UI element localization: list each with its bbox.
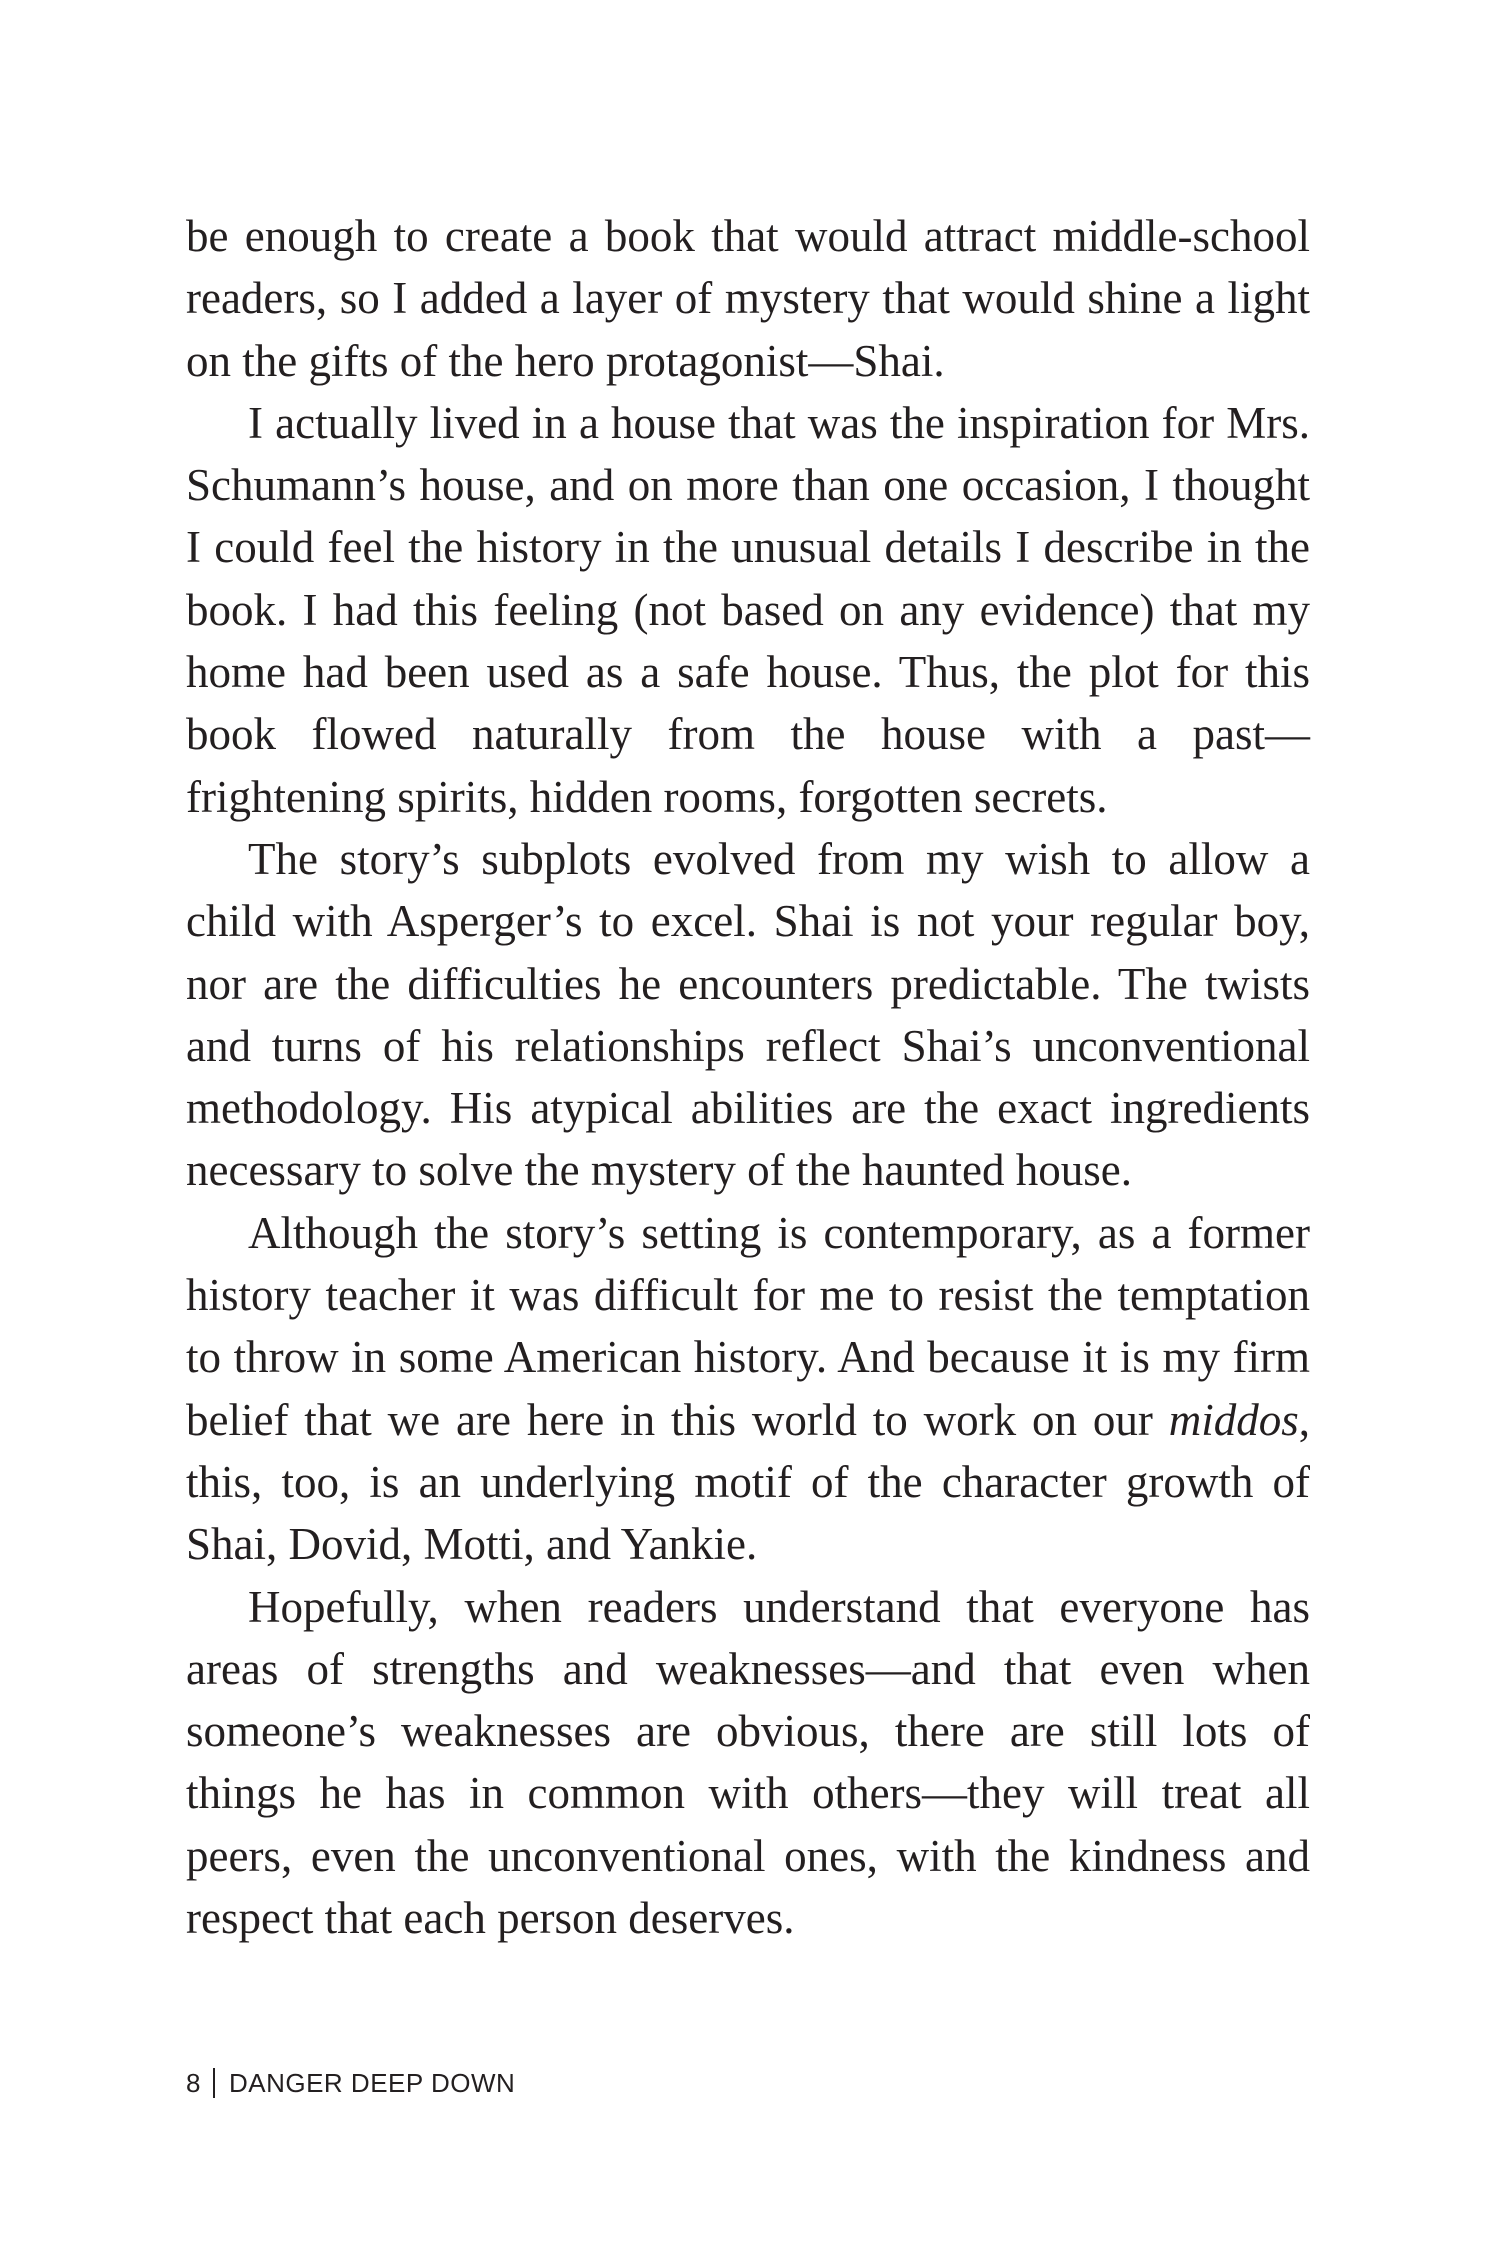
paragraph-text: Although the story’s setting is contemporary, as a former history teacher it was difficult for me to resist the temptation to throw in some American history. And because it is my firm belief that we are here in this world to work on our [186, 1207, 1310, 1445]
paragraph-text: The story’s subplots evolved from my wish to allow a child with Asperger’s to excel. Shai is not your regular boy, nor are the difficulties he encounters predictable. The twists and turns of his relationships reflect Shai’s unconventional methodology. His atypical abilities are the exact ingredients necessary to solve the mystery of the haunted house. [186, 833, 1310, 1196]
paragraph [186, 828, 1310, 1202]
paragraph [186, 392, 1310, 828]
footer-separator [213, 2068, 215, 2098]
paragraph-text: I actually lived in a house that was the inspiration for Mrs. Schumann’s house, and on more than one occasion, I thought I could feel the history in the unusual details I describe in the book. I had this feeling (not based on any evidence) that my home had been used as a safe house. Thus, the plot for this book flowed naturally from the house with a past—frightening spirits, hidden rooms, forgotten secrets. [186, 397, 1310, 822]
page-footer [186, 2065, 515, 2101]
paragraph [186, 205, 1310, 392]
paragraph [186, 1576, 1310, 1950]
running-title: DANGER DEEP DOWN [228, 2067, 516, 2098]
body-text [186, 205, 1310, 1949]
page-number: 8 [186, 2067, 201, 2098]
paragraph-text: , this, too, is an underlying motif of the character growth of Shai, Dovid, Motti, and Yankie. [186, 1394, 1310, 1570]
italic-text: middos [1168, 1394, 1299, 1445]
paragraph-text: be enough to create a book that would attract middle-school readers, so I added a layer of mystery that would shine a light on the gifts of the hero protagonist—Shai. [186, 211, 1310, 386]
paragraph-text: Hopefully, when readers understand that everyone has areas of strengths and weaknesses—and that even when someone’s weaknesses are obvious, there are still lots of things he has in common with others—they will treat all peers, even the unconventional ones, with the kindness and respect that each person deserves. [186, 1581, 1310, 1944]
paragraph [186, 1202, 1310, 1576]
